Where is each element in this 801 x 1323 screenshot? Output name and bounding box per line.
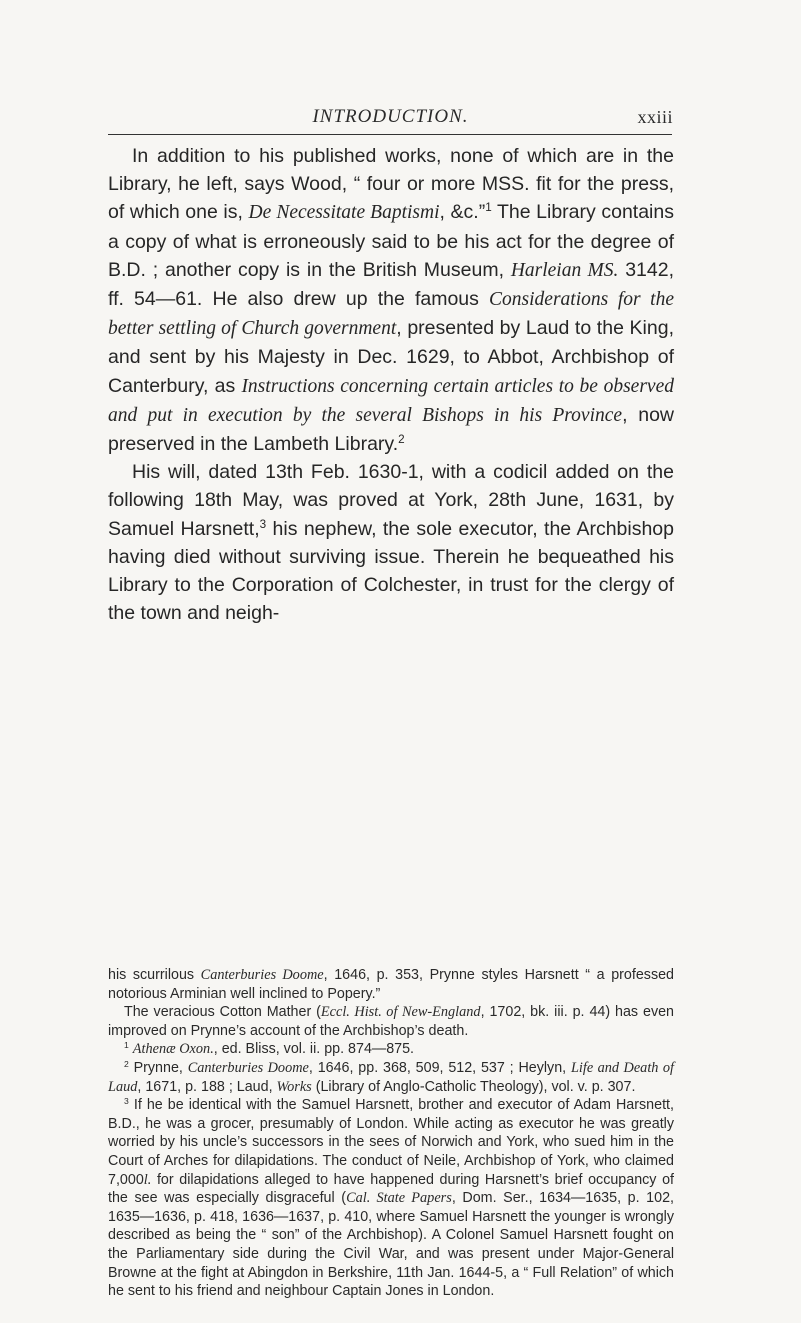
text-run: Prynne, (133, 1059, 188, 1076)
italic-title: Eccl. Hist. of New-England (320, 1004, 481, 1021)
text-run: , &c.” (439, 201, 486, 224)
footnote-mark: 2 (124, 1058, 129, 1069)
running-head (108, 103, 673, 133)
page-number: xxiii (637, 107, 673, 127)
text-run: If he be identical with the Samuel Harsnett, brother and executor of Adam Harsnett, B.D., he was a grocer, presumably of London. While acting as executor he was greatly worried by his uncle’s successors in the sees of Norwich and York, who sued him in the Court of Arches for dilapidations. The conduct of Neile, Archbishop of York, who claimed 7,000 (108, 1097, 674, 1188)
text-run: , Dom. Ser., 1634—1635, p. 102, 1635—1636, p. 418, 1636—1637, p. 410, where Samuel Harsnett the younger is wrongly described as being the “ son” of the Archbishop). A Colonel Samuel Harsnett fought on the Parliamentary side during the Civil War, and was present under Major-General Browne at the fight at Abingdon in Berkshire, 11th Jan. 1644-5, a “ Full Relation” of which he sent to his friend and neighbour Captain Jones in London. (108, 1190, 674, 1300)
footnote-mark: 3 (124, 1096, 129, 1107)
footnote-3 (108, 1096, 674, 1301)
text-run: , 1671, p. 188 ; Laud, (137, 1078, 277, 1095)
footnote-mather (108, 1003, 674, 1040)
footnote-mark: 1 (124, 1040, 129, 1051)
text-run: his nephew, the sole executor, the Archbishop having died without surviving issue. Therein he bequeathed his Library to the Corporation of Colchester, in trust for the clergy of the town and neigh- (108, 517, 674, 625)
italic-title: Canterburies Doome (200, 967, 324, 983)
paragraph-will (108, 458, 674, 627)
text-run: The Library contains a copy of what is erroneously said to be his act for the degree of B.D. ; another copy is in the British Museum, (108, 201, 674, 281)
text-run: his scurrilous (108, 967, 201, 983)
italic-title: Works (276, 1078, 312, 1095)
footnote-2 (108, 1059, 674, 1096)
italic-title: Canterburies Doome (187, 1059, 309, 1076)
text-run: , 1702, bk. iii. p. 44) has even improved on Prynne’s account of the Archbishop’s death. (108, 1004, 674, 1039)
body-text (108, 142, 674, 627)
running-title: INTRODUCTION. (312, 106, 469, 127)
italic-title: Harleian MS. (510, 259, 619, 281)
italic-title: Instructions concerning certain articles to be observed and put in execution by the several Bishops in his Province (108, 375, 674, 426)
footnotes (108, 966, 674, 1301)
italic-abbrev: l. (143, 1171, 152, 1188)
text-run: (Library of Anglo-Catholic Theology), vol. v. p. 307. (311, 1078, 636, 1095)
italic-title: De Necessitate Baptismi (248, 202, 440, 224)
text-run: , 1646, p. 353, Prynne styles Harsnett “ a professed notorious Arminian well inclined to Popery.” (108, 967, 674, 1002)
text-run: , now preserved in the Lambeth Library. (108, 403, 675, 456)
header-rule (108, 134, 672, 135)
text-run: , 1646, pp. 368, 509, 512, 537 ; Heylyn, (308, 1059, 571, 1076)
italic-title: Considerations for the better settling of Church government (108, 289, 675, 340)
italic-title: Athenæ Oxon. (132, 1041, 214, 1058)
footnote-continuation (108, 966, 674, 1003)
text-run: 3142, ff. 54—61. He also drew up the famous (108, 258, 674, 311)
text-run: His will, dated 13th Feb. 1630-1, with a codicil added on the following 18th May, was proved at York, 28th June, 1631, by Samuel Harsnett, (108, 461, 674, 540)
italic-title: Cal. State Papers (346, 1190, 452, 1207)
footnote-ref-1: 1 (485, 201, 492, 215)
footnote-1 (108, 1040, 674, 1059)
text-run: , ed. Bliss, vol. ii. pp. 874—875. (213, 1041, 415, 1058)
text-run: for dilapidations alleged to have happened during Harsnett’s brief occupancy of the see was especially disgraceful ( (108, 1171, 674, 1207)
text-run: In addition to his published works, none of which are in the Library, he left, says Wood, “ four or more MSS. fit for the press, of which one is, (108, 145, 674, 224)
italic-title: Life and Death of Laud (108, 1059, 674, 1095)
text-run: The veracious Cotton Mather ( (124, 1004, 321, 1021)
footnote-ref-2: 2 (398, 433, 405, 447)
paragraph-additional-works (108, 142, 674, 458)
footnote-ref-3: 3 (259, 517, 267, 531)
text-run: , presented by Laud to the King, and sent by his Majesty in Dec. 1629, to Abbot, Archbishop of Canterbury, as (108, 317, 674, 397)
